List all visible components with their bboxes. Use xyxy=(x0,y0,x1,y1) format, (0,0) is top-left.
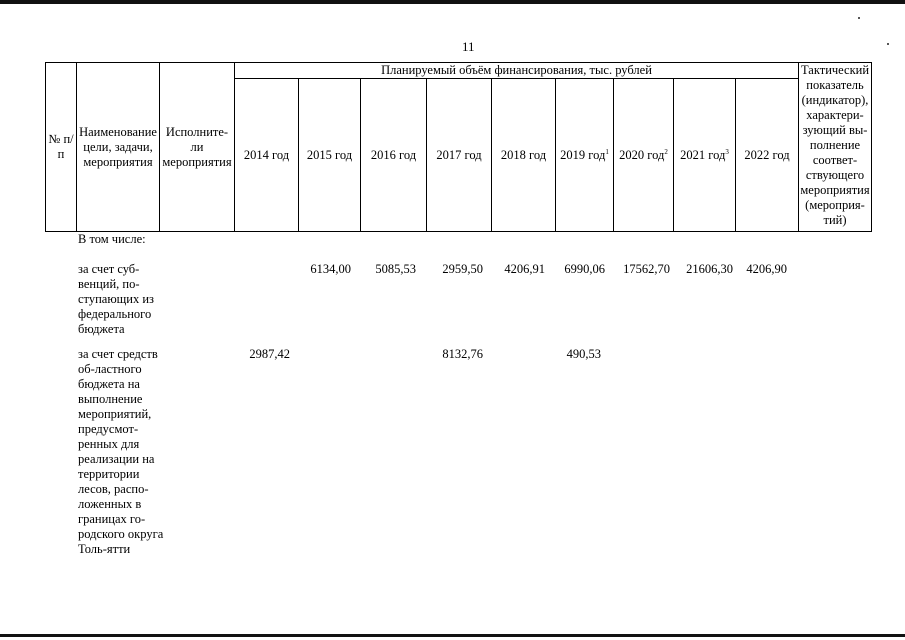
page-number: 11 xyxy=(462,39,475,54)
value-cell: 6990,06 xyxy=(564,262,605,276)
scan-top-edge xyxy=(0,0,905,4)
header-executor: Исполните-ли мероприятия xyxy=(160,63,235,232)
header-year: 2014 год xyxy=(235,79,299,232)
value-cell: 17562,70 xyxy=(623,262,670,276)
header-indicator: Тактический показатель (индикатор), характери-зующий вы-полнение соответ-ствующего мероприятия (мероприя-тий) xyxy=(799,63,872,232)
row-label-regional: за счет средств об-ластного бюджета на выполнение мероприятий, предусмот-ренных для реализации на территории лесов, распо-ложенных в границах го-родского округа Толь-ятти xyxy=(78,347,164,556)
header-no: № п/п xyxy=(46,63,77,232)
header-year: 2022 год xyxy=(736,79,799,232)
header-year: 2015 год xyxy=(299,79,361,232)
scan-speck xyxy=(858,17,860,19)
header-financing-group: Планируемый объём финансирования, тыс. рублей xyxy=(235,63,799,79)
value-cell: 5085,53 xyxy=(375,262,416,276)
value-cell: 4206,91 xyxy=(504,262,545,276)
value-cell: 490,53 xyxy=(566,347,601,361)
header-year: 2018 год xyxy=(492,79,556,232)
financing-table-header xyxy=(45,62,872,232)
header-year: 2021 год$^3$ xyxy=(674,79,736,232)
header-year: 2017 год xyxy=(427,79,492,232)
header-year: 2019 год$^1$ xyxy=(556,79,614,232)
scan-bottom-edge xyxy=(0,634,905,637)
footnote-mark: 2 xyxy=(664,147,668,156)
value-cell: 21606,30 xyxy=(686,262,733,276)
including-label: В том числе: xyxy=(78,232,146,246)
footnote-mark: 3 xyxy=(725,147,729,156)
value-cell: 8132,76 xyxy=(442,347,483,361)
value-cell: 6134,00 xyxy=(310,262,351,276)
header-year: 2016 год xyxy=(361,79,427,232)
scan-speck xyxy=(887,43,889,45)
value-cell: 2959,50 xyxy=(442,262,483,276)
header-year: 2020 год$^2$ xyxy=(614,79,674,232)
value-cell: 2987,42 xyxy=(249,347,290,361)
header-name: Наименование цели, задачи, мероприятия xyxy=(77,63,160,232)
footnote-mark: 1 xyxy=(605,147,609,156)
row-label-federal: за счет суб-венций, по-ступающих из федерального бюджета xyxy=(78,262,154,336)
value-cell: 4206,90 xyxy=(746,262,787,276)
